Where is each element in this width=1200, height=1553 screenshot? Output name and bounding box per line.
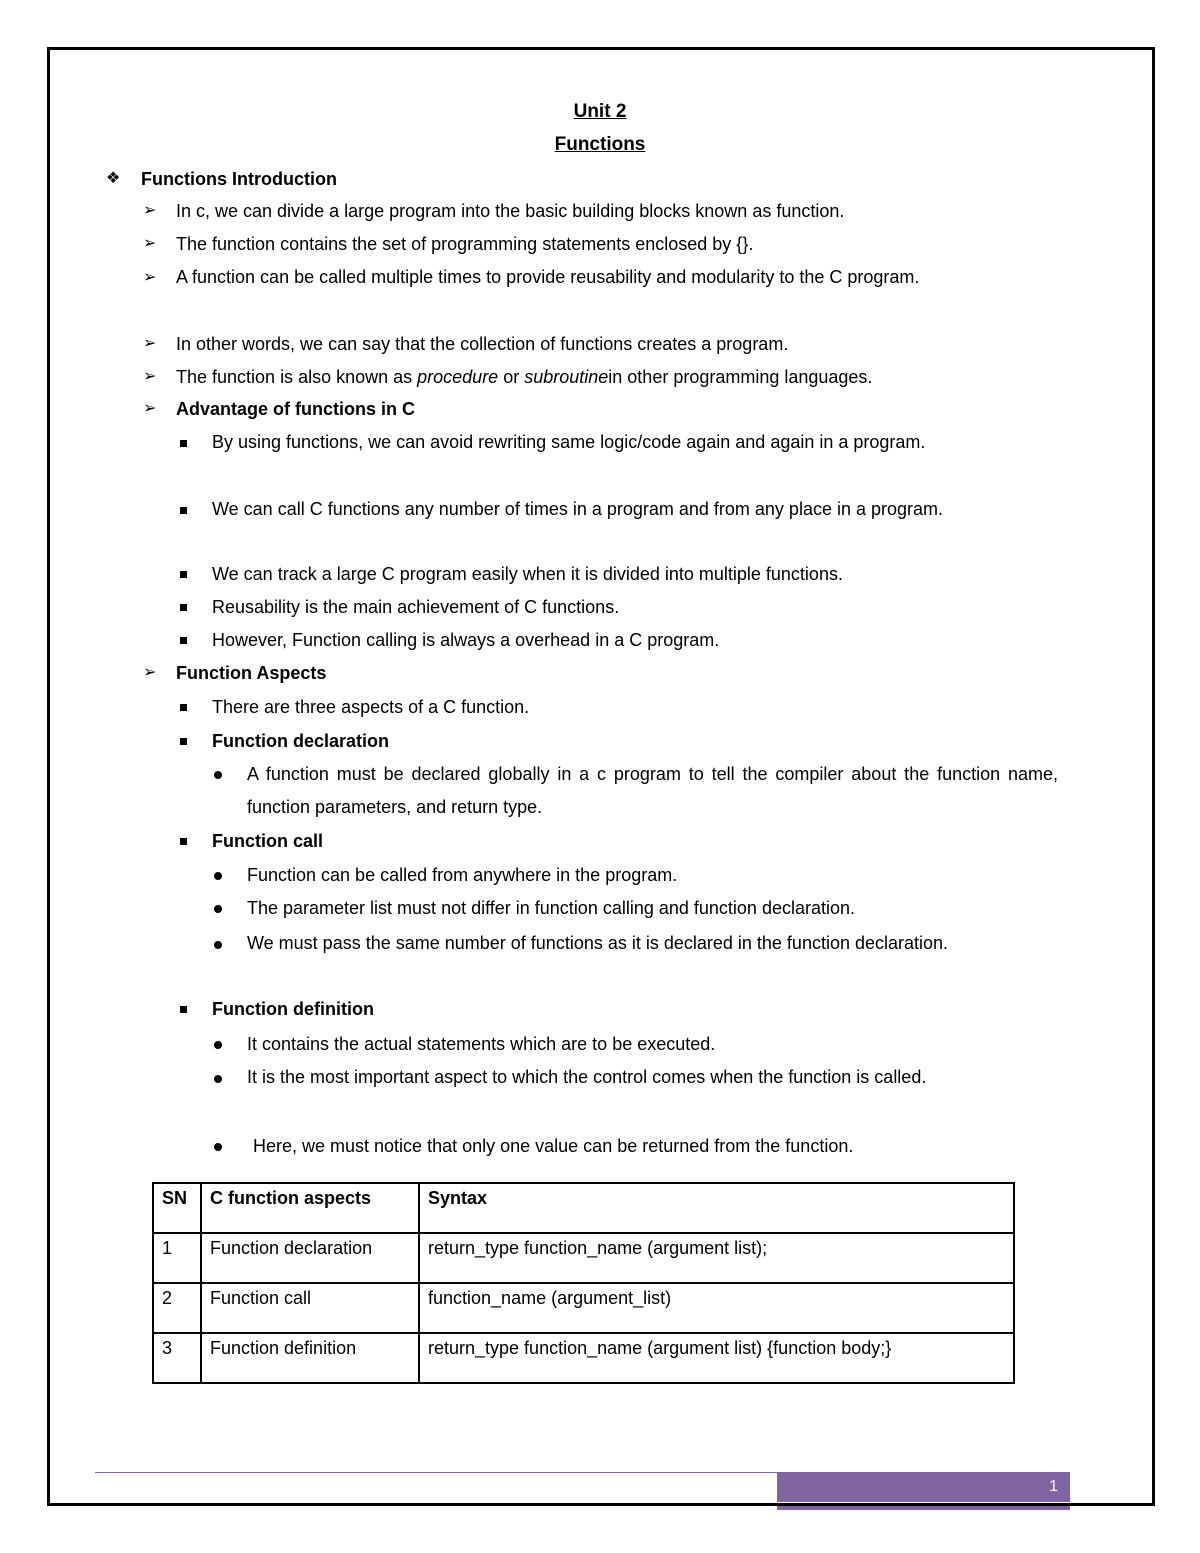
table-cell: return_type function_name (argument list) {function body;} — [419, 1333, 1014, 1383]
table-header-row — [153, 1183, 1014, 1233]
list-item: It contains the actual statements which are to be executed. — [247, 1034, 716, 1054]
text: in other programming languages. — [608, 367, 873, 387]
italic-term: procedure — [417, 367, 499, 387]
table-cell: Function call — [201, 1283, 419, 1333]
arrow-bullet-icon: ➢ — [143, 269, 157, 286]
list-item: In other words, we can say that the collection of functions creates a program. — [176, 334, 789, 354]
list-item: By using functions, we can avoid rewriting same logic/code again and again in a program. — [212, 432, 926, 452]
dot-bullet-icon — [214, 1041, 222, 1049]
text: or — [498, 367, 525, 387]
diamond-bullet-icon: ❖ — [106, 170, 121, 187]
square-bullet-icon — [180, 604, 187, 611]
subsection-heading: Function Aspects — [176, 663, 327, 683]
table-row — [153, 1333, 1014, 1383]
square-bullet-icon — [180, 704, 187, 711]
square-bullet-icon — [180, 838, 187, 845]
unit-heading: Unit 2 — [573, 101, 627, 122]
list-item: We can call C functions any number of times in a program and from any place in a program. — [212, 499, 944, 519]
list-item — [176, 365, 872, 389]
list-item: However, Function calling is always a overhead in a C program. — [212, 630, 720, 650]
dot-bullet-icon — [214, 1075, 222, 1083]
dot-bullet-icon — [214, 872, 222, 880]
square-bullet-icon — [180, 440, 187, 447]
dot-bullet-icon — [214, 771, 222, 779]
table-cell: Function definition — [201, 1333, 419, 1383]
list-item: We must pass the same number of functions as it is declared in the function declaration. — [247, 933, 949, 953]
arrow-bullet-icon: ➢ — [143, 235, 157, 252]
square-bullet-icon — [180, 1006, 187, 1013]
square-bullet-icon — [180, 637, 187, 644]
aspects-table — [152, 1182, 1015, 1384]
page-title: Functions — [554, 134, 646, 155]
table-cell: 2 — [153, 1283, 201, 1333]
arrow-bullet-icon: ➢ — [143, 368, 157, 385]
list-item: Reusability is the main achievement of C functions. — [212, 597, 620, 617]
section-heading: Functions Introduction — [141, 169, 337, 189]
list-item: We can track a large C program easily when it is divided into multiple functions. — [212, 564, 843, 584]
list-item: A function can be called multiple times to provide reusability and modularity to the C program. — [176, 267, 920, 287]
dot-bullet-icon — [214, 1143, 222, 1151]
table-cell: Function declaration — [201, 1233, 419, 1283]
text: The function is also known as — [176, 367, 418, 387]
dot-bullet-icon — [214, 905, 222, 913]
list-item: There are three aspects of a C function. — [212, 697, 530, 717]
square-bullet-icon — [180, 507, 187, 514]
header-cell: C function aspects — [201, 1183, 419, 1233]
table-row — [153, 1283, 1014, 1333]
arrow-bullet-icon: ➢ — [143, 664, 157, 681]
square-bullet-icon — [180, 738, 187, 745]
italic-term: subroutine — [524, 367, 609, 387]
list-item: In c, we can divide a large program into the basic building blocks known as function. — [176, 201, 845, 221]
list-item: The parameter list must not differ in function calling and function declaration. — [247, 898, 856, 918]
arrow-bullet-icon: ➢ — [143, 335, 157, 352]
arrow-bullet-icon: ➢ — [143, 202, 157, 219]
table-cell: function_name (argument_list) — [419, 1283, 1014, 1333]
list-heading: Function declaration — [212, 731, 390, 751]
list-item: Here, we must notice that only one value can be returned from the function. — [253, 1136, 854, 1156]
table-cell: 1 — [153, 1233, 201, 1283]
table-row — [153, 1233, 1014, 1283]
subsection-heading: Advantage of functions in C — [176, 399, 416, 419]
arrow-bullet-icon: ➢ — [143, 400, 157, 417]
table-cell: 3 — [153, 1333, 201, 1383]
page-number-box — [777, 1472, 1070, 1502]
table-cell: return_type function_name (argument list); — [419, 1233, 1014, 1283]
footer-underline — [777, 1506, 1070, 1510]
dot-bullet-icon — [214, 941, 222, 949]
header-cell: Syntax — [419, 1183, 1014, 1233]
square-bullet-icon — [180, 571, 187, 578]
footer-rule — [95, 1472, 777, 1473]
page-number: 1 — [1049, 1478, 1058, 1495]
list-item: Function can be called from anywhere in the program. — [247, 865, 678, 885]
header-cell: SN — [153, 1183, 201, 1233]
list-heading: Function call — [212, 831, 324, 851]
list-item: It is the most important aspect to which the control comes when the function is called. — [247, 1067, 927, 1087]
list-item: A function must be declared globally in a c program to tell the compiler about the function name, function parameters, and return type. — [247, 764, 1058, 817]
list-heading: Function definition — [212, 999, 374, 1019]
list-item: The function contains the set of programming statements enclosed by {}. — [176, 234, 754, 254]
